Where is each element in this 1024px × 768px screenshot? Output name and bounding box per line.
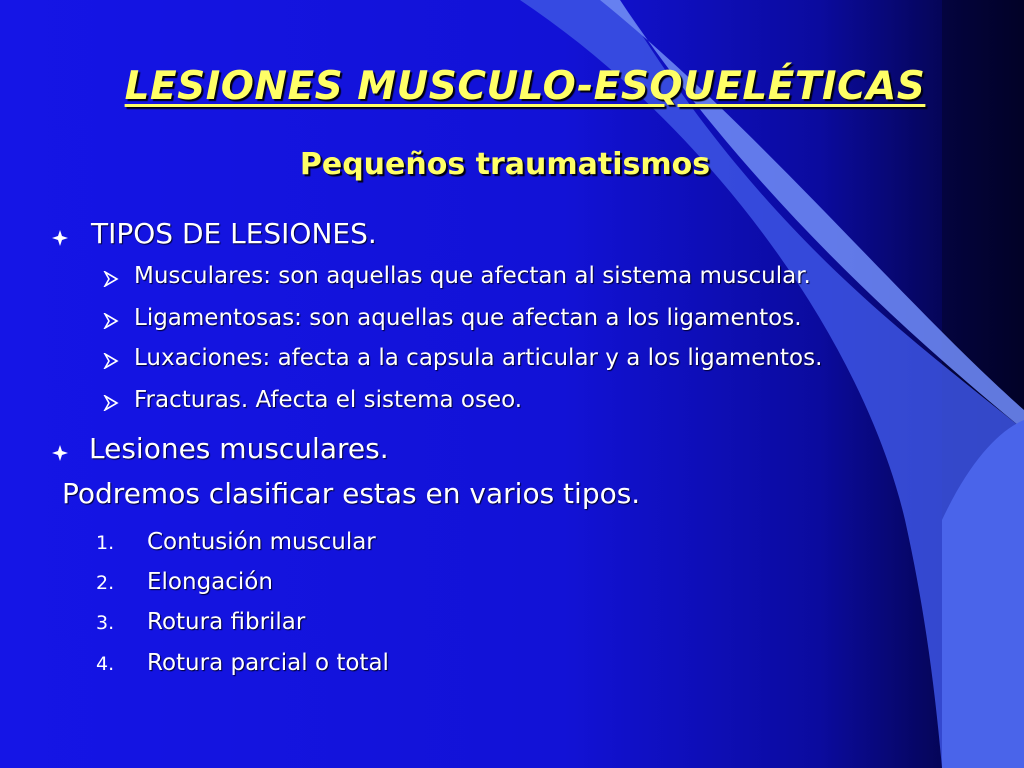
diamond-bullet-icon: [52, 445, 68, 461]
arrowhead-bullet-icon: [103, 353, 119, 369]
slide-subtitle: Pequeños traumatismos: [299, 147, 711, 182]
list-number: 2.: [96, 572, 115, 594]
numbered-item: Contusión muscular: [147, 529, 376, 555]
section-heading-tipos: TIPOS DE LESIONES.: [91, 217, 377, 250]
section-intro: Podremos clasificar estas en varios tipos.: [62, 477, 641, 510]
arrowhead-bullet-icon: [103, 395, 119, 411]
list-item: Fracturas. Afecta el sistema oseo.: [134, 387, 523, 413]
list-item: Luxaciones: afecta a la capsula articular y a los ligamentos.: [134, 345, 823, 371]
arrowhead-bullet-icon: [103, 271, 119, 287]
list-number: 3.: [96, 612, 115, 634]
slide-title: LESIONES MUSCULO-ESQUELÉTICAS: [124, 64, 926, 109]
list-item: Ligamentosas: son aquellas que afectan a los ligamentos.: [134, 305, 802, 331]
list-item: Musculares: son aquellas que afectan al sistema muscular.: [134, 263, 811, 289]
arrowhead-bullet-icon: [103, 313, 119, 329]
numbered-item: Rotura fibrilar: [147, 609, 306, 635]
section-heading-lesiones-musculares: Lesiones musculares.: [89, 432, 389, 465]
list-number: 4.: [96, 653, 115, 675]
list-number: 1.: [96, 532, 115, 554]
numbered-item: Rotura parcial o total: [147, 650, 389, 676]
diamond-bullet-icon: [52, 230, 68, 246]
numbered-item: Elongación: [147, 569, 273, 595]
